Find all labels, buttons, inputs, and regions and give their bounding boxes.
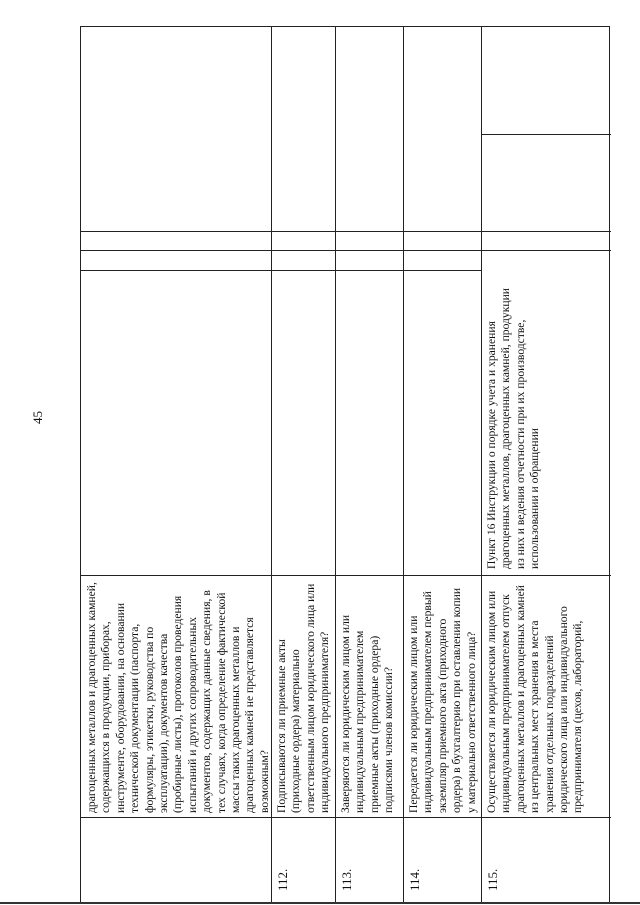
row-number-cell — [485, 821, 603, 891]
row-number-cell — [407, 821, 477, 891]
question-cell — [339, 581, 401, 813]
question-text: Осуществляется ли юридическим лицом или индивидуальным предпринимателем отпуск драгоценных металлов и драгоценных камней из центральных мест хранения в места хранения отдельных подразделений юридического лица или индивидуального предпринимателя (цехов, лабораторий, — [485, 585, 585, 813]
question-text: Подписываются ли приемные акты (приходные ордера) материально ответственным лицом юридического лица или индивидуального предпринимателя? — [275, 583, 332, 813]
row-divider — [403, 27, 404, 902]
row-number-cell — [339, 821, 399, 891]
question-text: Передается ли юридическим лицом или индивидуальным предпринимателем первый экземпляр приемного акта (приходного ордера) в бухгалтерию при оставлении копии у материально ответственного лица? — [407, 587, 478, 813]
reference-text: Пункт 16 Инструкции о порядке учета и хранения драгоценных металлов, драгоценных камней, продукции из них и ведения отчетности при их производстве, использовании и обращении — [485, 288, 542, 569]
question-text: Заверяются ли юридическим лицом или индивидуальным предпринимателем приемные акты (приходные ордера) подписями членов комиссии? — [339, 614, 396, 813]
reference-cell — [485, 275, 605, 569]
question-cell — [85, 581, 269, 813]
question-cell — [485, 581, 605, 813]
column-divider — [81, 231, 611, 232]
row-divider — [335, 27, 336, 902]
row-number: 113. — [339, 868, 354, 891]
page-number: 45 — [30, 411, 45, 424]
inspection-checklist-table — [80, 26, 610, 903]
page-bottom-rule — [0, 902, 640, 904]
row-number: 112. — [275, 868, 290, 891]
row-number-cell — [275, 821, 331, 891]
row-number: 114. — [407, 868, 422, 891]
column-divider — [81, 575, 611, 576]
question-cell — [275, 581, 333, 813]
column-divider — [481, 134, 611, 135]
row-number: 115. — [485, 868, 500, 891]
column-divider — [81, 250, 611, 251]
question-cell — [407, 581, 479, 813]
column-divider — [81, 817, 611, 818]
question-text: драгоценных металлов и драгоценных камней, содержащихся в продукции, приборах, инструменте, оборудовании, на основании технической документации (паспорта, формуляры, этикетки, руководства по эксплуатации), документов качества (пробирные листы), протоколов проведения испытаний и других сопроводительных документов, содержащих данные сведения, в тех случаях, когда определение фактической массы таких драгоценных металлов и драгоценных камней не представляется возможным? — [85, 582, 271, 813]
row-divider — [481, 27, 482, 902]
column-divider — [81, 270, 481, 271]
